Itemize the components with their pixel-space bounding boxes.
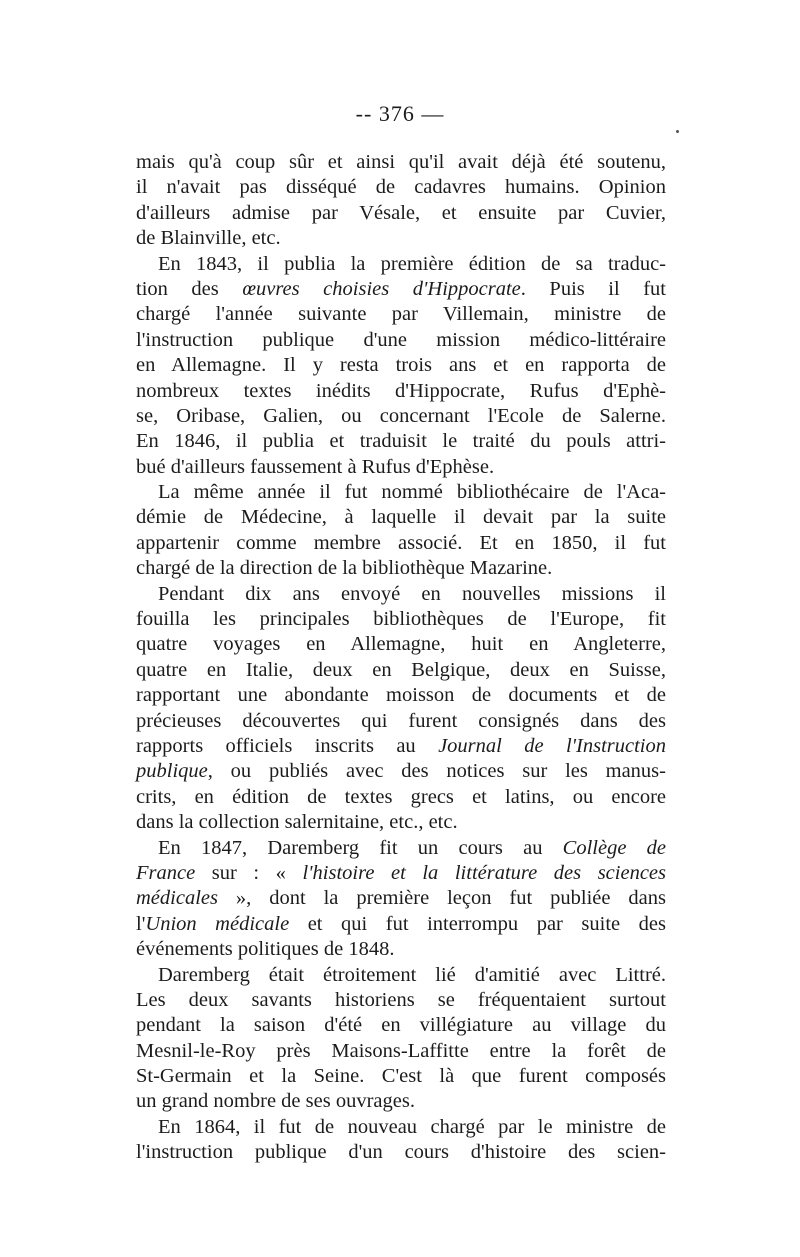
text-line: l'instruction publique d'un cours d'histoire des scien-: [136, 1141, 666, 1164]
text-span: En 1847, Daremberg fit un cours au: [158, 836, 563, 859]
text-line: d'ailleurs admise par Vésale, et ensuite par Cuvier,: [136, 201, 666, 224]
text-line: crits, en édition de textes grecs et latins, ou encore: [136, 785, 666, 808]
page-number: -- 376 —: [355, 101, 445, 126]
text-span: et qui fut interrompu par suite des: [289, 912, 666, 935]
text-line: pendant la saison d'été en villégiature au village du: [136, 1014, 666, 1037]
text-line: l'instruction publique d'une mission médico-littéraire: [136, 328, 666, 351]
text-span: », dont la première leçon fut publiée dans: [217, 887, 666, 910]
italic-span: l'histoire et la littérature des sciences: [302, 861, 666, 884]
text-span: . Puis il fut: [520, 277, 666, 300]
margin-speck: [676, 130, 679, 133]
text-line: Daremberg était étroitement lié d'amitié avec Littré.: [158, 963, 666, 986]
text-line: mais qu'à coup sûr et ainsi qu'il avait déjà été soutenu,: [136, 151, 666, 173]
text-line: un grand nombre de ses ouvrages.: [136, 1090, 415, 1113]
text-line: [136, 759, 666, 784]
italic-span: œuvres choisies d'Hippocrate: [242, 277, 521, 300]
text-line: [136, 836, 666, 861]
text-span: tion des: [136, 277, 243, 300]
text-span: sur : «: [195, 861, 303, 884]
italic-span: médicales: [136, 887, 218, 910]
text-line: Pendant dix ans envoyé en nouvelles missions il: [158, 582, 666, 605]
text-line: La même année il fut nommé bibliothécaire de l'Aca-: [158, 481, 666, 504]
text-span: , ou publiés avec des notices sur les manus-: [207, 760, 666, 783]
text-line: [136, 861, 666, 886]
text-line: fouilla les principales bibliothèques de l'Europe, fit: [136, 608, 666, 631]
text-line: événements politiques de 1848.: [136, 938, 395, 961]
text-line: En 1843, il publia la première édition de sa traduc-: [158, 252, 666, 275]
text-span: l': [136, 912, 146, 935]
text-line: En 1846, il publia et traduisit le traité du pouls attri-: [136, 430, 666, 453]
text-line: appartenir comme membre associé. Et en 1850, il fut: [136, 531, 666, 554]
text-line: St-Germain et la Seine. C'est là que furent composés: [136, 1065, 666, 1088]
text-line: [136, 277, 666, 302]
body-text: [136, 150, 666, 1166]
text-line: en Allemagne. Il y resta trois ans et en rapporta de: [136, 354, 666, 377]
italic-span: Collège de: [562, 836, 666, 859]
italic-span: publique: [136, 760, 208, 783]
text-line: bué d'ailleurs faussement à Rufus d'Ephèse.: [136, 455, 495, 478]
text-line: chargé de la direction de la bibliothèque Mazarine.: [136, 557, 553, 580]
text-line: Mesnil-le-Roy près Maisons-Laffitte entre la forêt de: [136, 1039, 666, 1062]
text-line: Les deux savants historiens se fréquentaient surtout: [136, 988, 666, 1011]
text-line: il n'avait pas disséqué de cadavres humains. Opinion: [136, 176, 666, 199]
text-line: [136, 886, 666, 911]
text-span: rapports officiels inscrits au: [136, 734, 439, 757]
text-line: de Blainville, etc.: [136, 227, 281, 250]
text-line: dans la collection salernitaine, etc., etc.: [136, 811, 458, 834]
text-line: quatre voyages en Allemagne, huit en Angleterre,: [136, 633, 666, 656]
italic-span: Journal de l'Instruction: [438, 734, 666, 757]
italic-span: France: [136, 861, 196, 884]
italic-span: Union médicale: [145, 912, 290, 935]
text-line: précieuses découvertes qui furent consignés dans des: [136, 709, 666, 732]
text-line: chargé l'année suivante par Villemain, ministre de: [136, 303, 666, 326]
text-line: [136, 912, 666, 937]
text-line: se, Oribase, Galien, ou concernant l'Ecole de Salerne.: [136, 404, 666, 427]
text-line: quatre en Italie, deux en Belgique, deux en Suisse,: [136, 658, 666, 681]
text-line: nombreux textes inédits d'Hippocrate, Rufus d'Ephè-: [136, 379, 666, 402]
text-line: [136, 734, 666, 759]
text-line: En 1864, il fut de nouveau chargé par le ministre de: [158, 1115, 666, 1138]
text-line: démie de Médecine, à laquelle il devait par la suite: [136, 506, 666, 529]
text-line: rapportant une abondante moisson de documents et de: [136, 684, 666, 707]
